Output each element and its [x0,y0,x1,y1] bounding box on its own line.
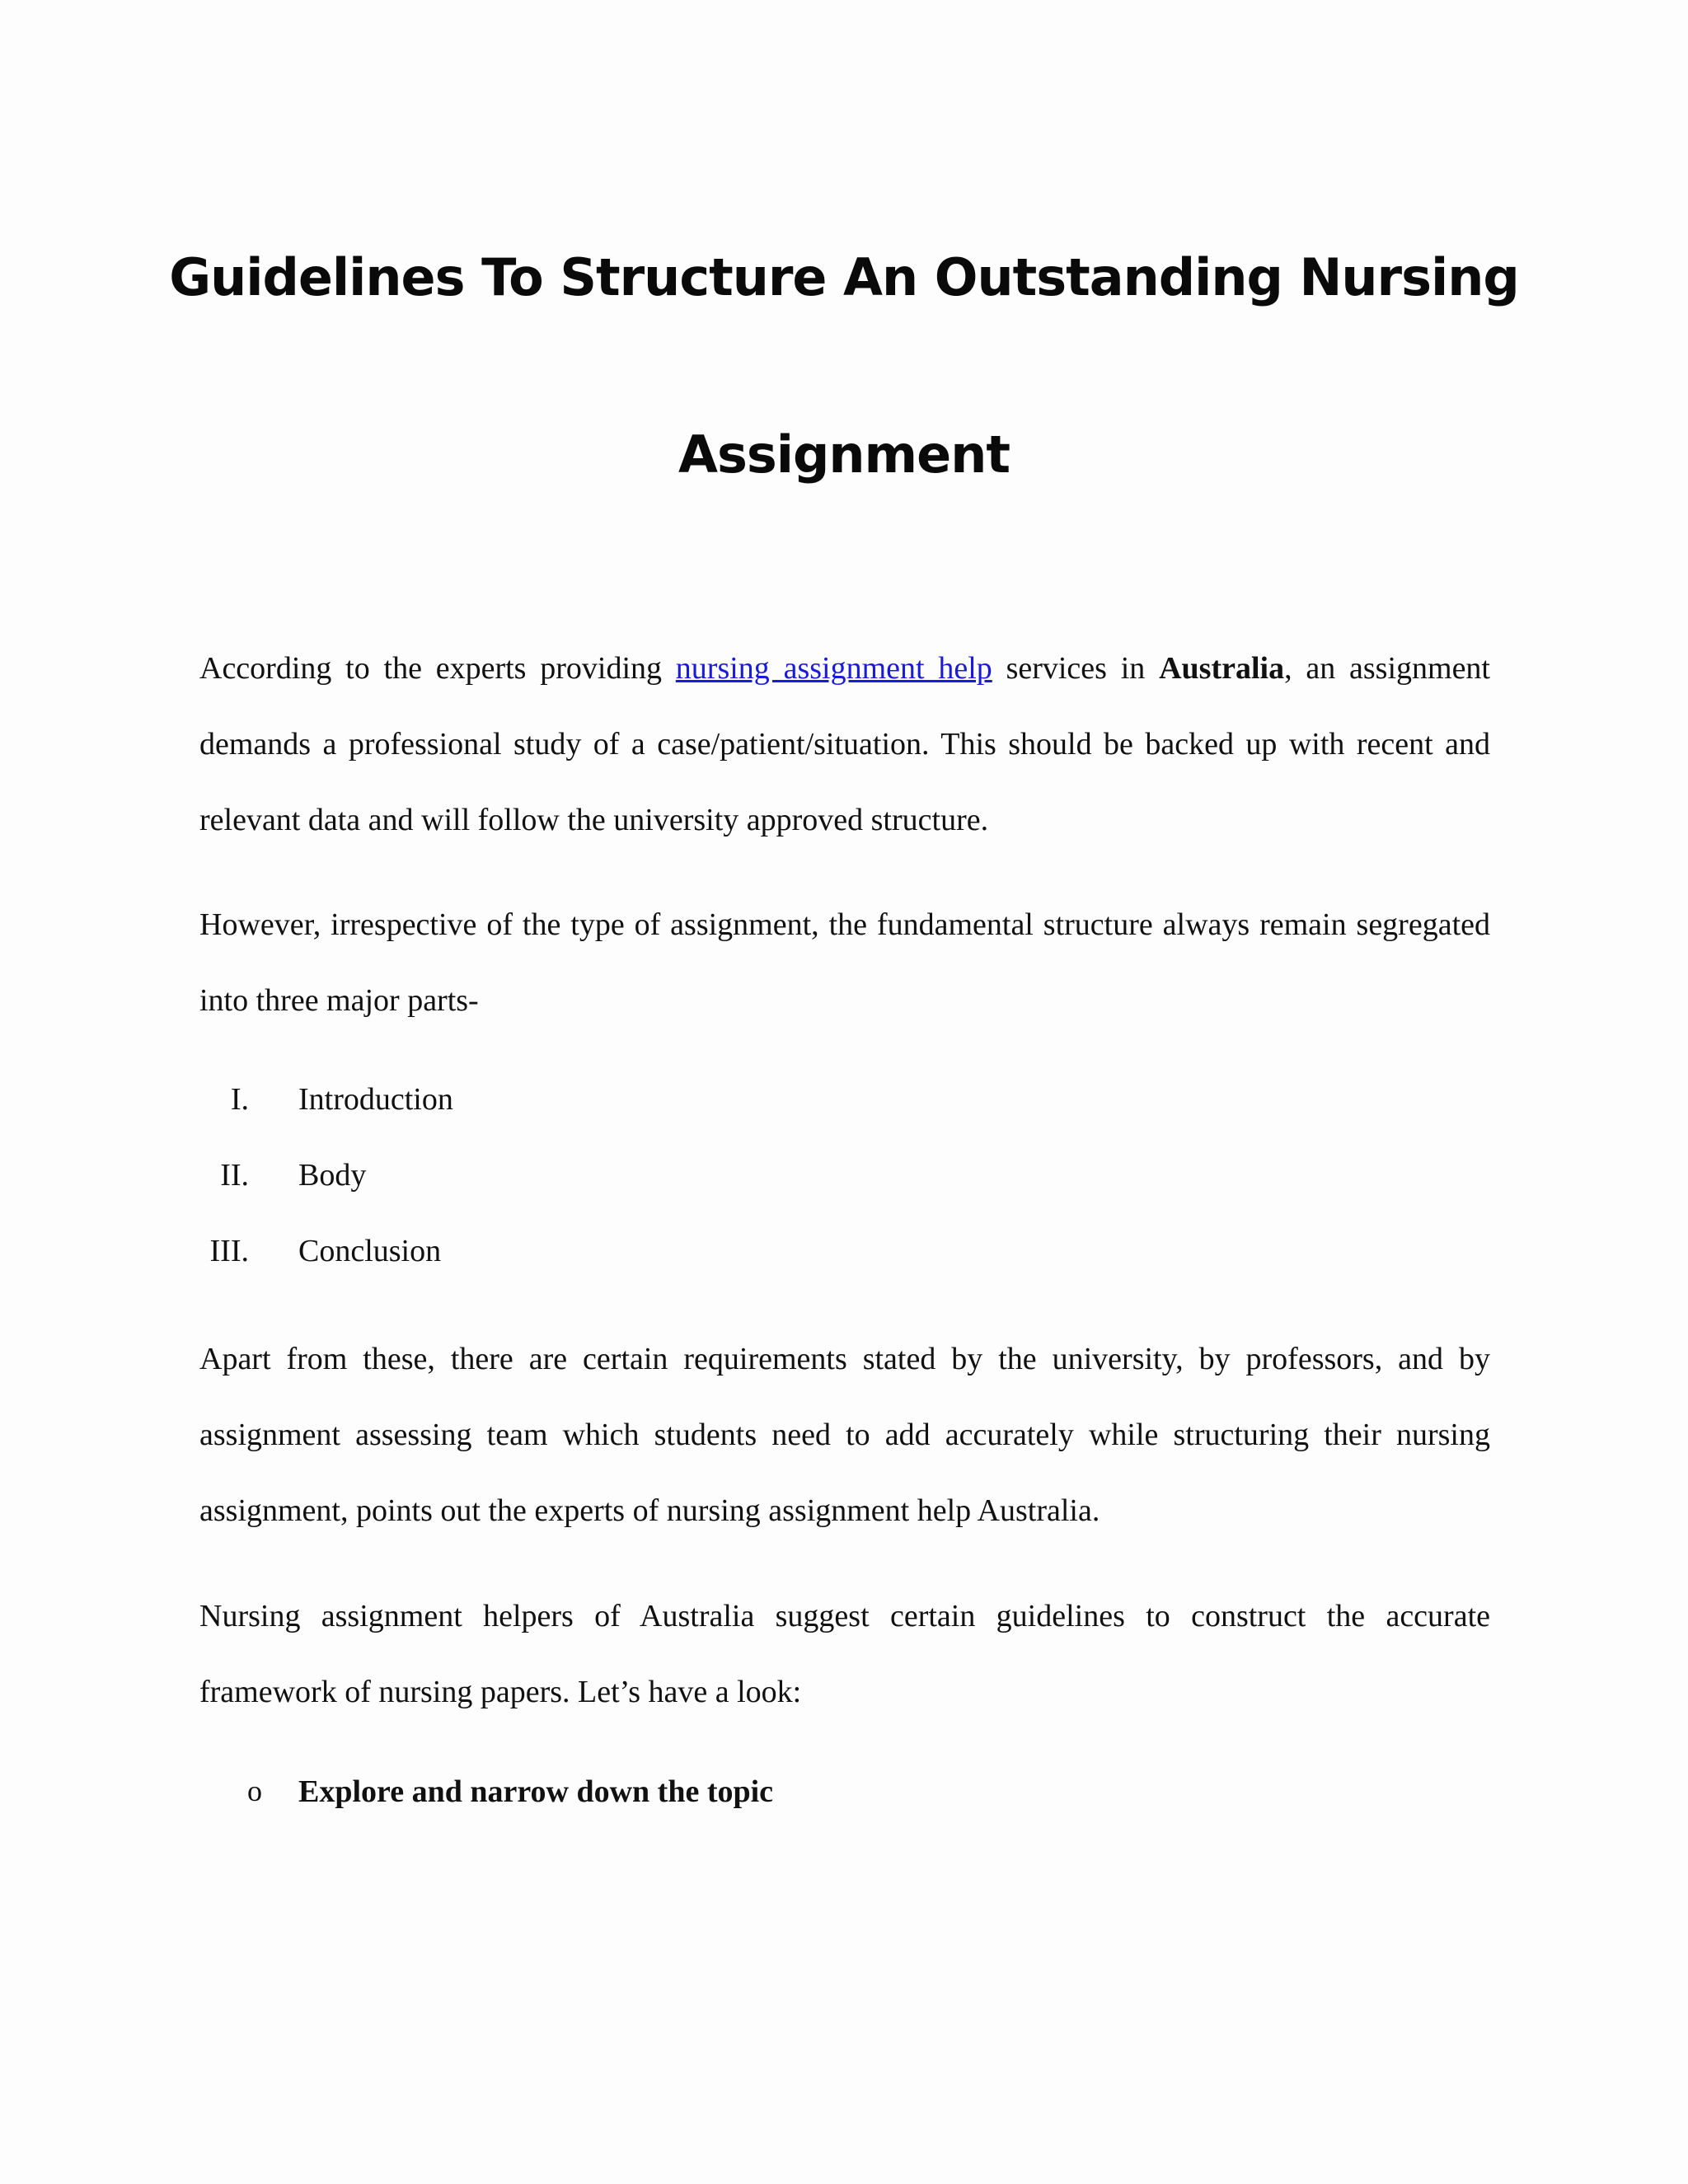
intro-text-start: According to the experts providing [199,651,676,686]
guidelines-paragraph: Nursing assignment helpers of Australia suggest certain guidelines to construct the accurate framework of nursing papers. Let’s have a look: [199,1599,1490,1709]
bullet-heading: Explore and narrow down the topic [298,1774,774,1809]
australia-bold-text: Australia [1159,651,1285,686]
page-title-line-2: Assignment [678,424,1010,485]
requirements-paragraph: Apart from these, there are certain requirements stated by the university, by professors, and by assignment assessing team which students need to add accurately while structuring their nursing assignment, points out the experts of nursing assignment help Australia. [199,1342,1490,1528]
list-numeral: II. [220,1158,249,1193]
list-item [0,1233,1688,1282]
bullet-circle-icon: o [247,1774,262,1807]
intro-text-rest: , an assignment demands a professional study of a case/patient/situation. This should be backed up with recent and relevant data and will follow the university approved structure. [199,651,1490,837]
list-item [0,1157,1688,1207]
list-numeral: I. [230,1082,249,1117]
intro-text-middle: services in [992,651,1160,686]
page-title-line-1: Guidelines To Structure An Outstanding Nursing [169,247,1519,307]
list-item-label: Conclusion [298,1234,442,1268]
structure-paragraph: However, irrespective of the type of assignment, the fundamental structure always remain segregated into three major parts- [199,907,1490,1018]
list-item-label: Introduction [298,1082,453,1117]
list-item-label: Body [298,1158,367,1193]
list-item [0,1081,1688,1131]
nursing-assignment-help-link[interactable]: nursing assignment help [675,651,992,686]
list-numeral: III. [209,1234,249,1268]
intro-paragraph [199,630,1490,858]
